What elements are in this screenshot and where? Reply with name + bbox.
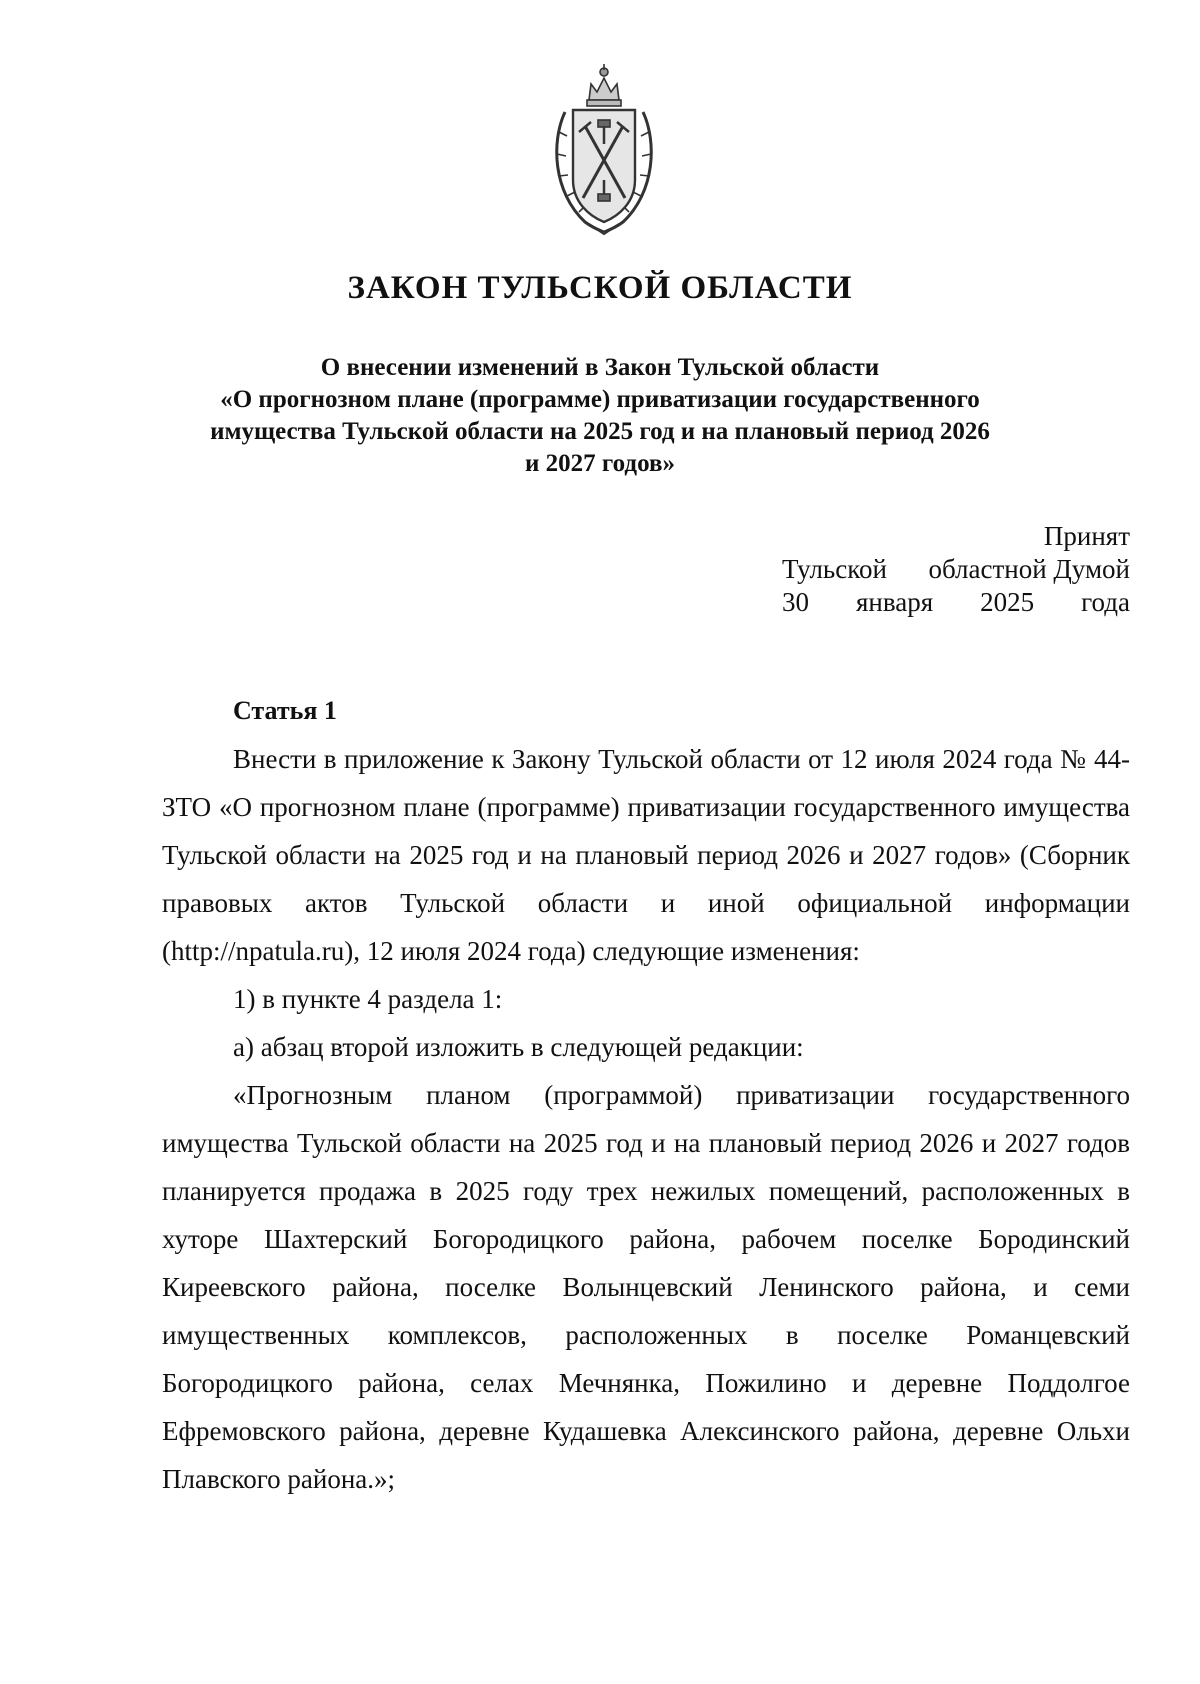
article-heading: Статья 1 [233, 696, 337, 725]
adopted-by-part2: областной Думой [928, 554, 1130, 584]
adopted-by-part1: Тульской [782, 554, 887, 584]
article-paragraph: 1) в пункте 4 раздела 1: [233, 984, 503, 1014]
article-paragraph: Внести в приложение к Закону Тульской области от 12 июля 2024 года № 44-ЗТО «О прогнозном плане (программе) приватизации государственного имущества Тульской области на 2025 год и на плановый период 2026 и 2027 годов» (Сборник правовых актов Тульской области и иной официальной информации (http://npatula.ru), 12 июля 2024 года) следующие изменения: [162, 744, 1130, 966]
adoption-block [782, 520, 1130, 619]
adopted-year: 2025 [980, 587, 1035, 617]
adopted-label-line [782, 520, 1130, 553]
adopted-date-line [782, 586, 1130, 619]
coat-of-arms-icon [545, 62, 663, 238]
adopted-label: Принят [1043, 521, 1130, 551]
adopted-by-line [782, 553, 1130, 586]
adopted-month: января [855, 587, 934, 617]
article-paragraph: а) абзац второй изложить в следующей редакции: [233, 1032, 804, 1062]
article-body [162, 735, 1130, 1503]
subtitle-line: имущества Тульской области на 2025 год и на плановый период 2026 [210, 418, 990, 445]
adopted-day: 30 [782, 587, 809, 617]
adopted-year-word: года [1081, 587, 1130, 617]
subtitle-line: и 2027 годов» [525, 450, 675, 477]
subtitle-line: «О прогнозном плане (программе) приватизации государственного [220, 386, 980, 413]
law-title: ЗАКОН ТУЛЬСКОЙ ОБЛАСТИ [347, 270, 853, 306]
article-paragraph: «Прогнозным планом (программой) приватизации государственного имущества Тульской области на 2025 год и на плановый период 2026 и 2027 годов планируется продажа в 2025 году трех нежилых помещений, расположенных в хуторе Шахтерский Богородицкого района, рабочем поселке Бородинский Киреевского района, поселке Волынцевский Ленинского района, и семи имущественных комплексов, расположенных в поселке Романцевский Богородицкого района, селах Мечнянка, Пожилино и деревне Поддолгое Ефремовского района, деревне Кудашевка Алексинского района, деревне Ольхи Плавского района.»; [162, 1080, 1130, 1494]
subtitle-line: О внесении изменений в Закон Тульской области [320, 354, 880, 381]
law-subtitle [180, 352, 1020, 480]
